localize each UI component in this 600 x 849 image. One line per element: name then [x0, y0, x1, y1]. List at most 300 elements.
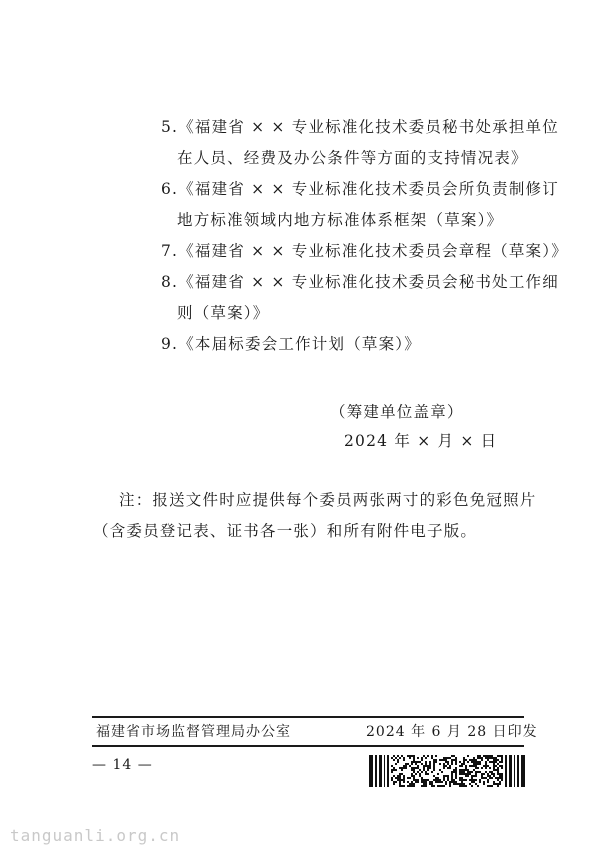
barcode-module: [453, 781, 455, 783]
barcode-module: [453, 755, 455, 757]
barcode-module: [409, 765, 411, 767]
barcode-module: [415, 781, 417, 783]
barcode-module: [409, 757, 411, 759]
attachment-item-6: [93, 174, 559, 236]
barcode-module: [399, 781, 401, 783]
barcode-module: [439, 779, 441, 781]
barcode-module: [411, 769, 413, 771]
barcode-module: [491, 761, 493, 763]
barcode-module: [473, 769, 475, 771]
attachment-item-line: 6.《福建省 × × 专业标准化技术委员会所负责制修订: [161, 180, 559, 198]
barcode-module: [455, 783, 457, 785]
barcode-module: [439, 769, 441, 771]
barcode-module: [499, 777, 501, 779]
barcode-module: [411, 775, 413, 777]
barcode-module: [475, 779, 477, 781]
barcode-module: [391, 769, 393, 771]
barcode-module: [461, 763, 463, 765]
barcode-module: [403, 779, 405, 781]
barcode-module: [463, 779, 465, 781]
barcode-module: [421, 779, 423, 781]
barcode-module: [477, 767, 479, 769]
barcode-module: [473, 759, 475, 761]
barcode-module: [391, 771, 393, 773]
note-line-1: 注：报送文件时应提供每个委员两张两寸的彩色免冠照片: [119, 491, 537, 509]
barcode-module: [423, 783, 425, 785]
barcode-module: [451, 761, 453, 763]
barcode-module: [481, 777, 483, 779]
barcode-module: [401, 755, 403, 757]
barcode-module: [445, 759, 447, 761]
barcode-module: [471, 785, 473, 787]
barcode-module: [443, 759, 445, 761]
barcode-module: [489, 767, 491, 769]
barcode-module: [489, 757, 491, 759]
barcode-module: [461, 779, 463, 781]
barcode-module: [407, 781, 409, 783]
barcode-module: [439, 785, 441, 787]
barcode-module: [497, 763, 499, 765]
barcode-module: [423, 781, 425, 783]
barcode-module: [481, 759, 483, 761]
barcode-module: [443, 767, 445, 769]
barcode-module: [449, 757, 451, 759]
barcode-module: [395, 757, 397, 759]
barcode-module: [417, 771, 419, 773]
barcode-module: [501, 765, 503, 767]
barcode-module: [415, 773, 417, 775]
barcode-module: [393, 783, 395, 785]
barcode-module: [423, 765, 425, 767]
barcode-module: [435, 779, 437, 781]
barcode-module: [429, 783, 431, 785]
barcode-module: [455, 781, 457, 783]
barcode-module: [485, 771, 487, 773]
barcode-module: [473, 765, 475, 767]
barcode-module: [475, 761, 477, 763]
barcode-module: [471, 777, 473, 779]
barcode-module: [481, 773, 483, 775]
barcode-module: [455, 775, 457, 777]
barcode-module: [451, 777, 453, 779]
barcode-module: [413, 779, 415, 781]
barcode-module: [409, 755, 411, 757]
barcode-module: [501, 761, 503, 763]
barcode-module: [487, 755, 489, 757]
barcode-module: [455, 771, 457, 773]
barcode-module: [497, 769, 499, 771]
attachment-item-line: 在人员、经费及办公条件等方面的支持情况表》: [177, 149, 528, 167]
barcode-module: [403, 767, 405, 769]
barcode-module: [489, 785, 491, 787]
barcode-module: [393, 759, 395, 761]
barcode-module: [423, 769, 425, 771]
barcode-module: [459, 785, 461, 787]
barcode-module: [399, 777, 401, 779]
barcode-module: [433, 759, 435, 761]
barcode-module: [467, 775, 469, 777]
barcode-module: [501, 773, 503, 775]
barcode-module: [463, 763, 465, 765]
barcode-module: [489, 777, 491, 779]
barcode-module: [491, 785, 493, 787]
barcode-module: [409, 777, 411, 779]
barcode-module: [395, 763, 397, 765]
barcode-module: [499, 755, 501, 757]
barcode-module: [455, 763, 457, 765]
barcode-module: [411, 763, 413, 765]
barcode-module: [487, 775, 489, 777]
barcode-module: [411, 761, 413, 763]
barcode-module: [495, 765, 497, 767]
barcode-module: [425, 765, 427, 767]
barcode-module: [479, 771, 481, 773]
attachment-item-line: 8.《福建省 × × 专业标准化技术委员会秘书处工作细: [161, 273, 559, 291]
barcode-module: [493, 775, 495, 777]
barcode-module: [481, 757, 483, 759]
barcode-module: [421, 781, 423, 783]
barcode-module: [489, 775, 491, 777]
barcode-module: [431, 781, 433, 783]
barcode-module: [401, 773, 403, 775]
barcode-module: [441, 759, 443, 761]
barcode-module: [419, 775, 421, 777]
barcode-module: [449, 783, 451, 785]
barcode-module: [413, 757, 415, 759]
barcode-module: [501, 757, 503, 759]
barcode-module: [419, 769, 421, 771]
barcode-module: [413, 767, 415, 769]
barcode-module: [465, 767, 467, 769]
barcode-module: [483, 781, 485, 783]
barcode-module: [485, 755, 487, 757]
barcode-module: [455, 757, 457, 759]
barcode-module: [467, 755, 469, 757]
barcode-module: [429, 763, 431, 765]
barcode-module: [497, 771, 499, 773]
barcode-module: [395, 777, 397, 779]
barcode-module: [475, 773, 477, 775]
barcode-module: [471, 775, 473, 777]
barcode-module: [433, 763, 435, 765]
barcode-module: [467, 773, 469, 775]
barcode-module: [445, 775, 447, 777]
barcode-module: [455, 769, 457, 771]
barcode-module: [443, 775, 445, 777]
barcode-module: [459, 779, 461, 781]
barcode-module: [501, 777, 503, 779]
barcode-module: [495, 759, 497, 761]
barcode-module: [445, 783, 447, 785]
barcode-module: [421, 785, 423, 787]
footer-rule-top: [92, 716, 524, 718]
signature-date: 2024 年 × 月 × 日: [344, 432, 498, 450]
barcode-module: [447, 779, 449, 781]
barcode-module: [497, 755, 499, 757]
barcode-module: [445, 761, 447, 763]
barcode-module: [411, 783, 413, 785]
barcode-module: [431, 783, 433, 785]
barcode-module: [457, 783, 459, 785]
barcode-module: [391, 779, 393, 781]
barcode-module: [449, 785, 451, 787]
barcode-module: [429, 767, 431, 769]
barcode-module: [471, 759, 473, 761]
barcode-module: [435, 759, 437, 761]
note-line-2: （含委员登记表、证书各一张）和所有附件电子版。: [93, 522, 478, 540]
barcode-module: [489, 771, 491, 773]
barcode-module: [465, 779, 467, 781]
barcode-module: [437, 779, 439, 781]
barcode-module: [499, 775, 501, 777]
barcode-module: [433, 775, 435, 777]
barcode-module: [475, 767, 477, 769]
barcode-module: [425, 779, 427, 781]
barcode-module: [427, 773, 429, 775]
barcode-module: [493, 763, 495, 765]
barcode-module: [417, 761, 419, 763]
barcode-module: [401, 767, 403, 769]
barcode-module: [485, 765, 487, 767]
barcode-module: [427, 765, 429, 767]
barcode-module: [473, 757, 475, 759]
barcode-module: [393, 775, 395, 777]
barcode-module: [487, 765, 489, 767]
barcode-module: [477, 771, 479, 773]
barcode-module: [433, 767, 435, 769]
barcode-module: [469, 779, 471, 781]
barcode-module: [447, 767, 449, 769]
barcode-module: [421, 757, 423, 759]
barcode-module: [395, 781, 397, 783]
barcode-module: [455, 777, 457, 779]
barcode-module: [489, 761, 491, 763]
barcode-module: [401, 779, 403, 781]
barcode-module: [471, 761, 473, 763]
barcode-module: [491, 777, 493, 779]
barcode-module: [395, 769, 397, 771]
barcode-module: [495, 761, 497, 763]
barcode-module: [463, 757, 465, 759]
barcode-module: [407, 755, 409, 757]
attachment-item-7: [93, 236, 568, 267]
barcode-module: [429, 761, 431, 763]
barcode-module: [495, 777, 497, 779]
barcode-module: [405, 763, 407, 765]
barcode-module: [393, 769, 395, 771]
barcode-module: [427, 755, 429, 757]
barcode-module: [461, 777, 463, 779]
barcode-module: [397, 761, 399, 763]
barcode-module: [443, 757, 445, 759]
barcode-module: [439, 763, 441, 765]
barcode-module: [409, 783, 411, 785]
attachment-item-line: 地方标准领域内地方标准体系框架（草案）》: [177, 211, 504, 229]
barcode-module: [423, 779, 425, 781]
barcode-module: [471, 779, 473, 781]
barcode-module: [397, 759, 399, 761]
barcode-module: [413, 761, 415, 763]
barcode-module: [435, 777, 437, 779]
barcode-module: [403, 757, 405, 759]
barcode-module: [427, 779, 429, 781]
barcode-module: [485, 767, 487, 769]
barcode-module: [463, 785, 465, 787]
footer-print-date: 2024 年 6 月 28 日印发: [366, 724, 538, 740]
barcode-module: [497, 783, 499, 785]
barcode-module: [403, 781, 405, 783]
barcode-module: [453, 759, 455, 761]
barcode-module: [433, 785, 435, 787]
watermark-text: tanguanli.org.cn: [10, 826, 181, 845]
attachment-item-line: 5.《福建省 × × 专业标准化技术委员秘书处承担单位: [161, 118, 559, 136]
barcode-module: [439, 759, 441, 761]
barcode-module: [481, 767, 483, 769]
footer-issuer: 福建省市场监督管理局办公室: [96, 724, 291, 740]
barcode-module: [447, 775, 449, 777]
barcode-module: [431, 771, 433, 773]
barcode-module: [443, 763, 445, 765]
barcode-module: [501, 767, 503, 769]
barcode-module: [483, 773, 485, 775]
barcode-module: [411, 767, 413, 769]
barcode-module: [411, 785, 413, 787]
barcode-module: [481, 775, 483, 777]
barcode-module: [393, 781, 395, 783]
barcode-module: [425, 771, 427, 773]
barcode-module: [435, 755, 437, 757]
barcode-module: [473, 761, 475, 763]
barcode-module: [471, 771, 473, 773]
barcode-module: [455, 773, 457, 775]
barcode-module: [465, 759, 467, 761]
barcode-module: [455, 761, 457, 763]
barcode-module: [415, 767, 417, 769]
barcode-module: [451, 781, 453, 783]
barcode-module: [413, 769, 415, 771]
barcode-module: [393, 767, 395, 769]
barcode-module: [435, 781, 437, 783]
barcode-module: [427, 769, 429, 771]
barcode-module: [437, 781, 439, 783]
barcode-module: [493, 781, 495, 783]
barcode-module: [411, 755, 413, 757]
barcode-module: [415, 779, 417, 781]
barcode-module: [469, 771, 471, 773]
barcode-module: [479, 761, 481, 763]
note-block: [93, 485, 537, 547]
barcode-module: [451, 759, 453, 761]
barcode-module: [465, 773, 467, 775]
barcode-module: [469, 783, 471, 785]
barcode-module: [459, 765, 461, 767]
barcode-module: [479, 763, 481, 765]
barcode-module: [485, 763, 487, 765]
barcode-module: [397, 779, 399, 781]
attachment-item-5: [93, 112, 559, 174]
barcode-module: [485, 757, 487, 759]
barcode-module: [477, 761, 479, 763]
barcode-module: [461, 785, 463, 787]
barcode-module: [433, 769, 435, 771]
qr-barcode-icon: [367, 753, 527, 789]
barcode-module: [417, 757, 419, 759]
barcode-module: [437, 777, 439, 779]
barcode-module: [461, 783, 463, 785]
barcode-module: [431, 755, 433, 757]
barcode-module: [411, 781, 413, 783]
barcode-module: [483, 783, 485, 785]
barcode-module: [425, 757, 427, 759]
barcode-module: [487, 773, 489, 775]
barcode-module: [425, 763, 427, 765]
barcode-module: [413, 785, 415, 787]
barcode-module: [483, 755, 485, 757]
barcode-module: [421, 777, 423, 779]
barcode-module: [485, 777, 487, 779]
barcode-module: [451, 773, 453, 775]
barcode-module: [475, 765, 477, 767]
barcode-module: [433, 765, 435, 767]
barcode-module: [479, 755, 481, 757]
barcode-module: [499, 761, 501, 763]
barcode-module: [443, 777, 445, 779]
barcode-module: [415, 761, 417, 763]
barcode-module: [399, 779, 401, 781]
barcode-module: [485, 761, 487, 763]
barcode-module: [501, 755, 503, 757]
barcode-module: [499, 773, 501, 775]
barcode-module: [497, 773, 499, 775]
barcode-module: [455, 759, 457, 761]
barcode-module: [479, 781, 481, 783]
barcode-module: [455, 767, 457, 769]
barcode-module: [495, 769, 497, 771]
barcode-module: [425, 781, 427, 783]
barcode-module: [429, 781, 431, 783]
barcode-module: [403, 775, 405, 777]
barcode-module: [473, 781, 475, 783]
attachment-list: [93, 112, 568, 360]
barcode-module: [495, 757, 497, 759]
barcode-module: [497, 767, 499, 769]
barcode-module: [471, 781, 473, 783]
barcode-module: [461, 773, 463, 775]
barcode-module: [401, 785, 403, 787]
barcode-module: [441, 785, 443, 787]
barcode-module: [425, 783, 427, 785]
barcode-module: [391, 777, 393, 779]
barcode-module: [467, 769, 469, 771]
attachment-item-line: 9.《本届标委会工作计划（草案）》: [161, 335, 421, 353]
barcode-module: [487, 757, 489, 759]
barcode-module: [413, 771, 415, 773]
barcode-module: [437, 785, 439, 787]
barcode-module: [499, 783, 501, 785]
barcode-module: [459, 761, 461, 763]
barcode-module: [415, 763, 417, 765]
barcode-module: [501, 759, 503, 761]
barcode-module: [449, 781, 451, 783]
barcode-module: [461, 781, 463, 783]
barcode-module: [471, 765, 473, 767]
barcode-module: [411, 773, 413, 775]
barcode-module: [463, 761, 465, 763]
barcode-module: [459, 771, 461, 773]
barcode-module: [443, 779, 445, 781]
barcode-module: [469, 759, 471, 761]
barcode-module: [449, 767, 451, 769]
